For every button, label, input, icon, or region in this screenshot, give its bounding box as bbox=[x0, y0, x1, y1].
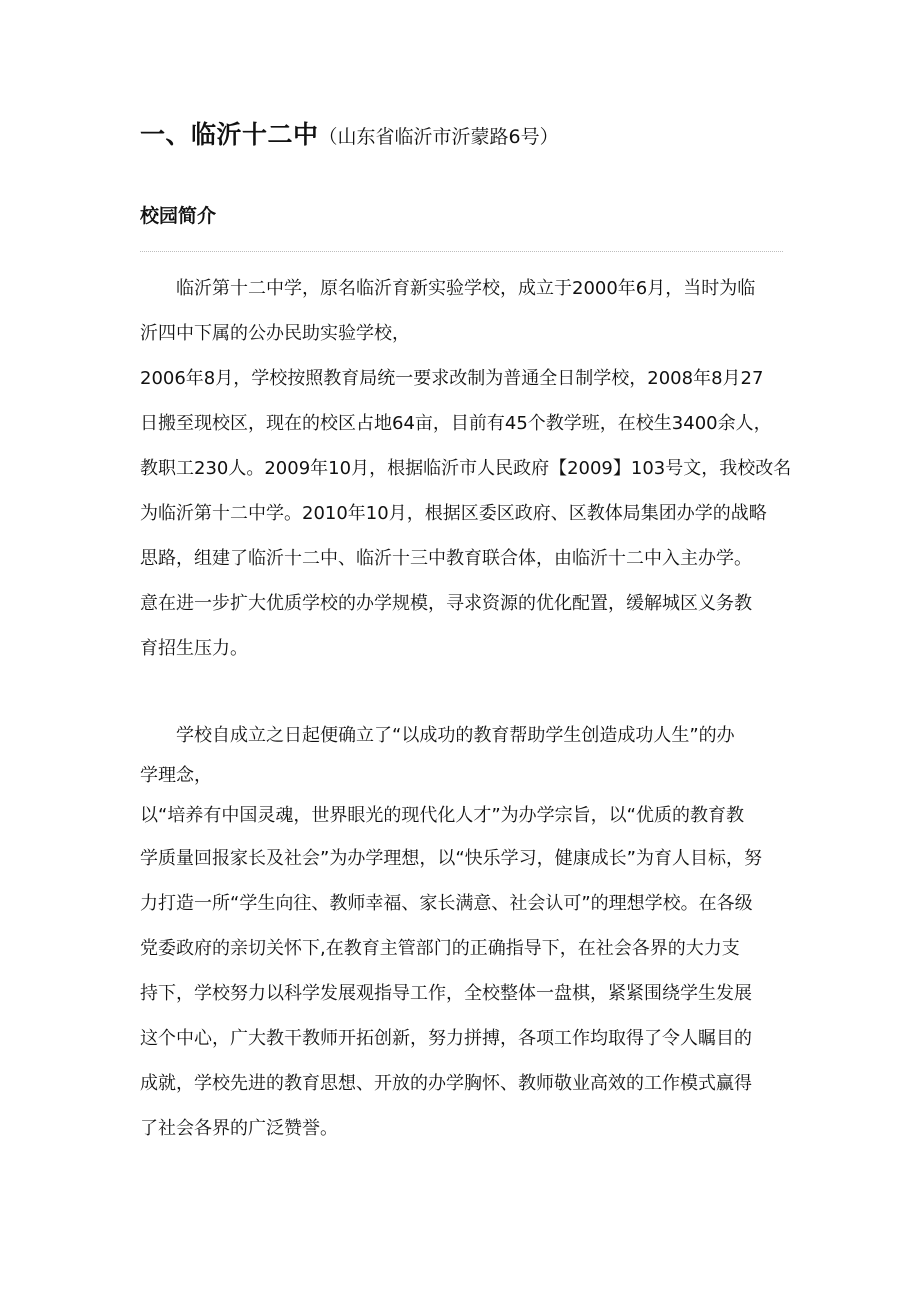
paragraph-line: 育招生压力。 bbox=[140, 638, 248, 659]
document-title bbox=[140, 118, 559, 155]
paragraph-line: 日搬至现校区，现在的校区占地64亩，目前有45个教学班，在校生3400余人， bbox=[140, 413, 772, 434]
dotted-divider bbox=[140, 251, 783, 252]
paragraph-line: 沂四中下属的公办民助实验学校， bbox=[140, 323, 410, 344]
paragraph-line: 以“培养有中国灵魂，世界眼光的现代化人才”为办学宗旨，以“优质的教育教 bbox=[140, 805, 744, 826]
paragraph-line: 思路，组建了临沂十二中、临沂十三中教育联合体，由临沂十二中入主办学。 bbox=[140, 548, 752, 569]
paragraph-line: 为临沂第十二中学。2010年10月，根据区委区政府、区教体局集团办学的战略 bbox=[140, 503, 767, 524]
paragraph-line: 临沂第十二中学，原名临沂育新实验学校，成立于2000年6月，当时为临 bbox=[176, 278, 756, 299]
paragraph-line: 2006年8月，学校按照教育局统一要求改制为普通全日制学校，2008年8月27 bbox=[140, 368, 764, 389]
paragraph-line: 党委政府的亲切关怀下,在教育主管部门的正确指导下，在社会各界的大力支 bbox=[140, 938, 740, 959]
section-heading: 校园简介 bbox=[140, 205, 217, 227]
paragraph-line: 成就，学校先进的教育思想、开放的办学胸怀、教师敬业高效的工作模式赢得 bbox=[140, 1073, 752, 1094]
paragraph-line: 学质量回报家长及社会”为办学理想，以“快乐学习，健康成长”为育人目标，努 bbox=[140, 848, 762, 869]
paragraph-line: 教职工230人。2009年10月，根据临沂市人民政府【2009】103号文，我校改名 bbox=[140, 458, 792, 479]
paragraph-line: 了社会各界的广泛赞誉。 bbox=[140, 1118, 338, 1139]
paragraph-line: 学理念， bbox=[140, 765, 212, 786]
paragraph-line: 这个中心，广大教干教师开拓创新，努力拼搏，各项工作均取得了令人瞩目的 bbox=[140, 1028, 752, 1049]
paragraph-line: 力打造一所“学生向往、教师幸福、家长满意、社会认可”的理想学校。在各级 bbox=[140, 893, 753, 914]
intro-paragraph bbox=[140, 266, 792, 671]
paragraph-line: 学校自成立之日起便确立了“以成功的教育帮助学生创造成功人生”的办 bbox=[176, 725, 735, 746]
school-address: （山东省临沂市沂蒙路6号） bbox=[318, 126, 559, 148]
philosophy-paragraph bbox=[140, 716, 780, 1151]
paragraph-line: 持下，学校努力以科学发展观指导工作，全校整体一盘棋，紧紧围绕学生发展 bbox=[140, 983, 752, 1004]
school-name: 一、临沂十二中 bbox=[140, 120, 319, 149]
paragraph-line: 意在进一步扩大优质学校的办学规模，寻求资源的优化配置，缓解城区义务教 bbox=[140, 593, 752, 614]
